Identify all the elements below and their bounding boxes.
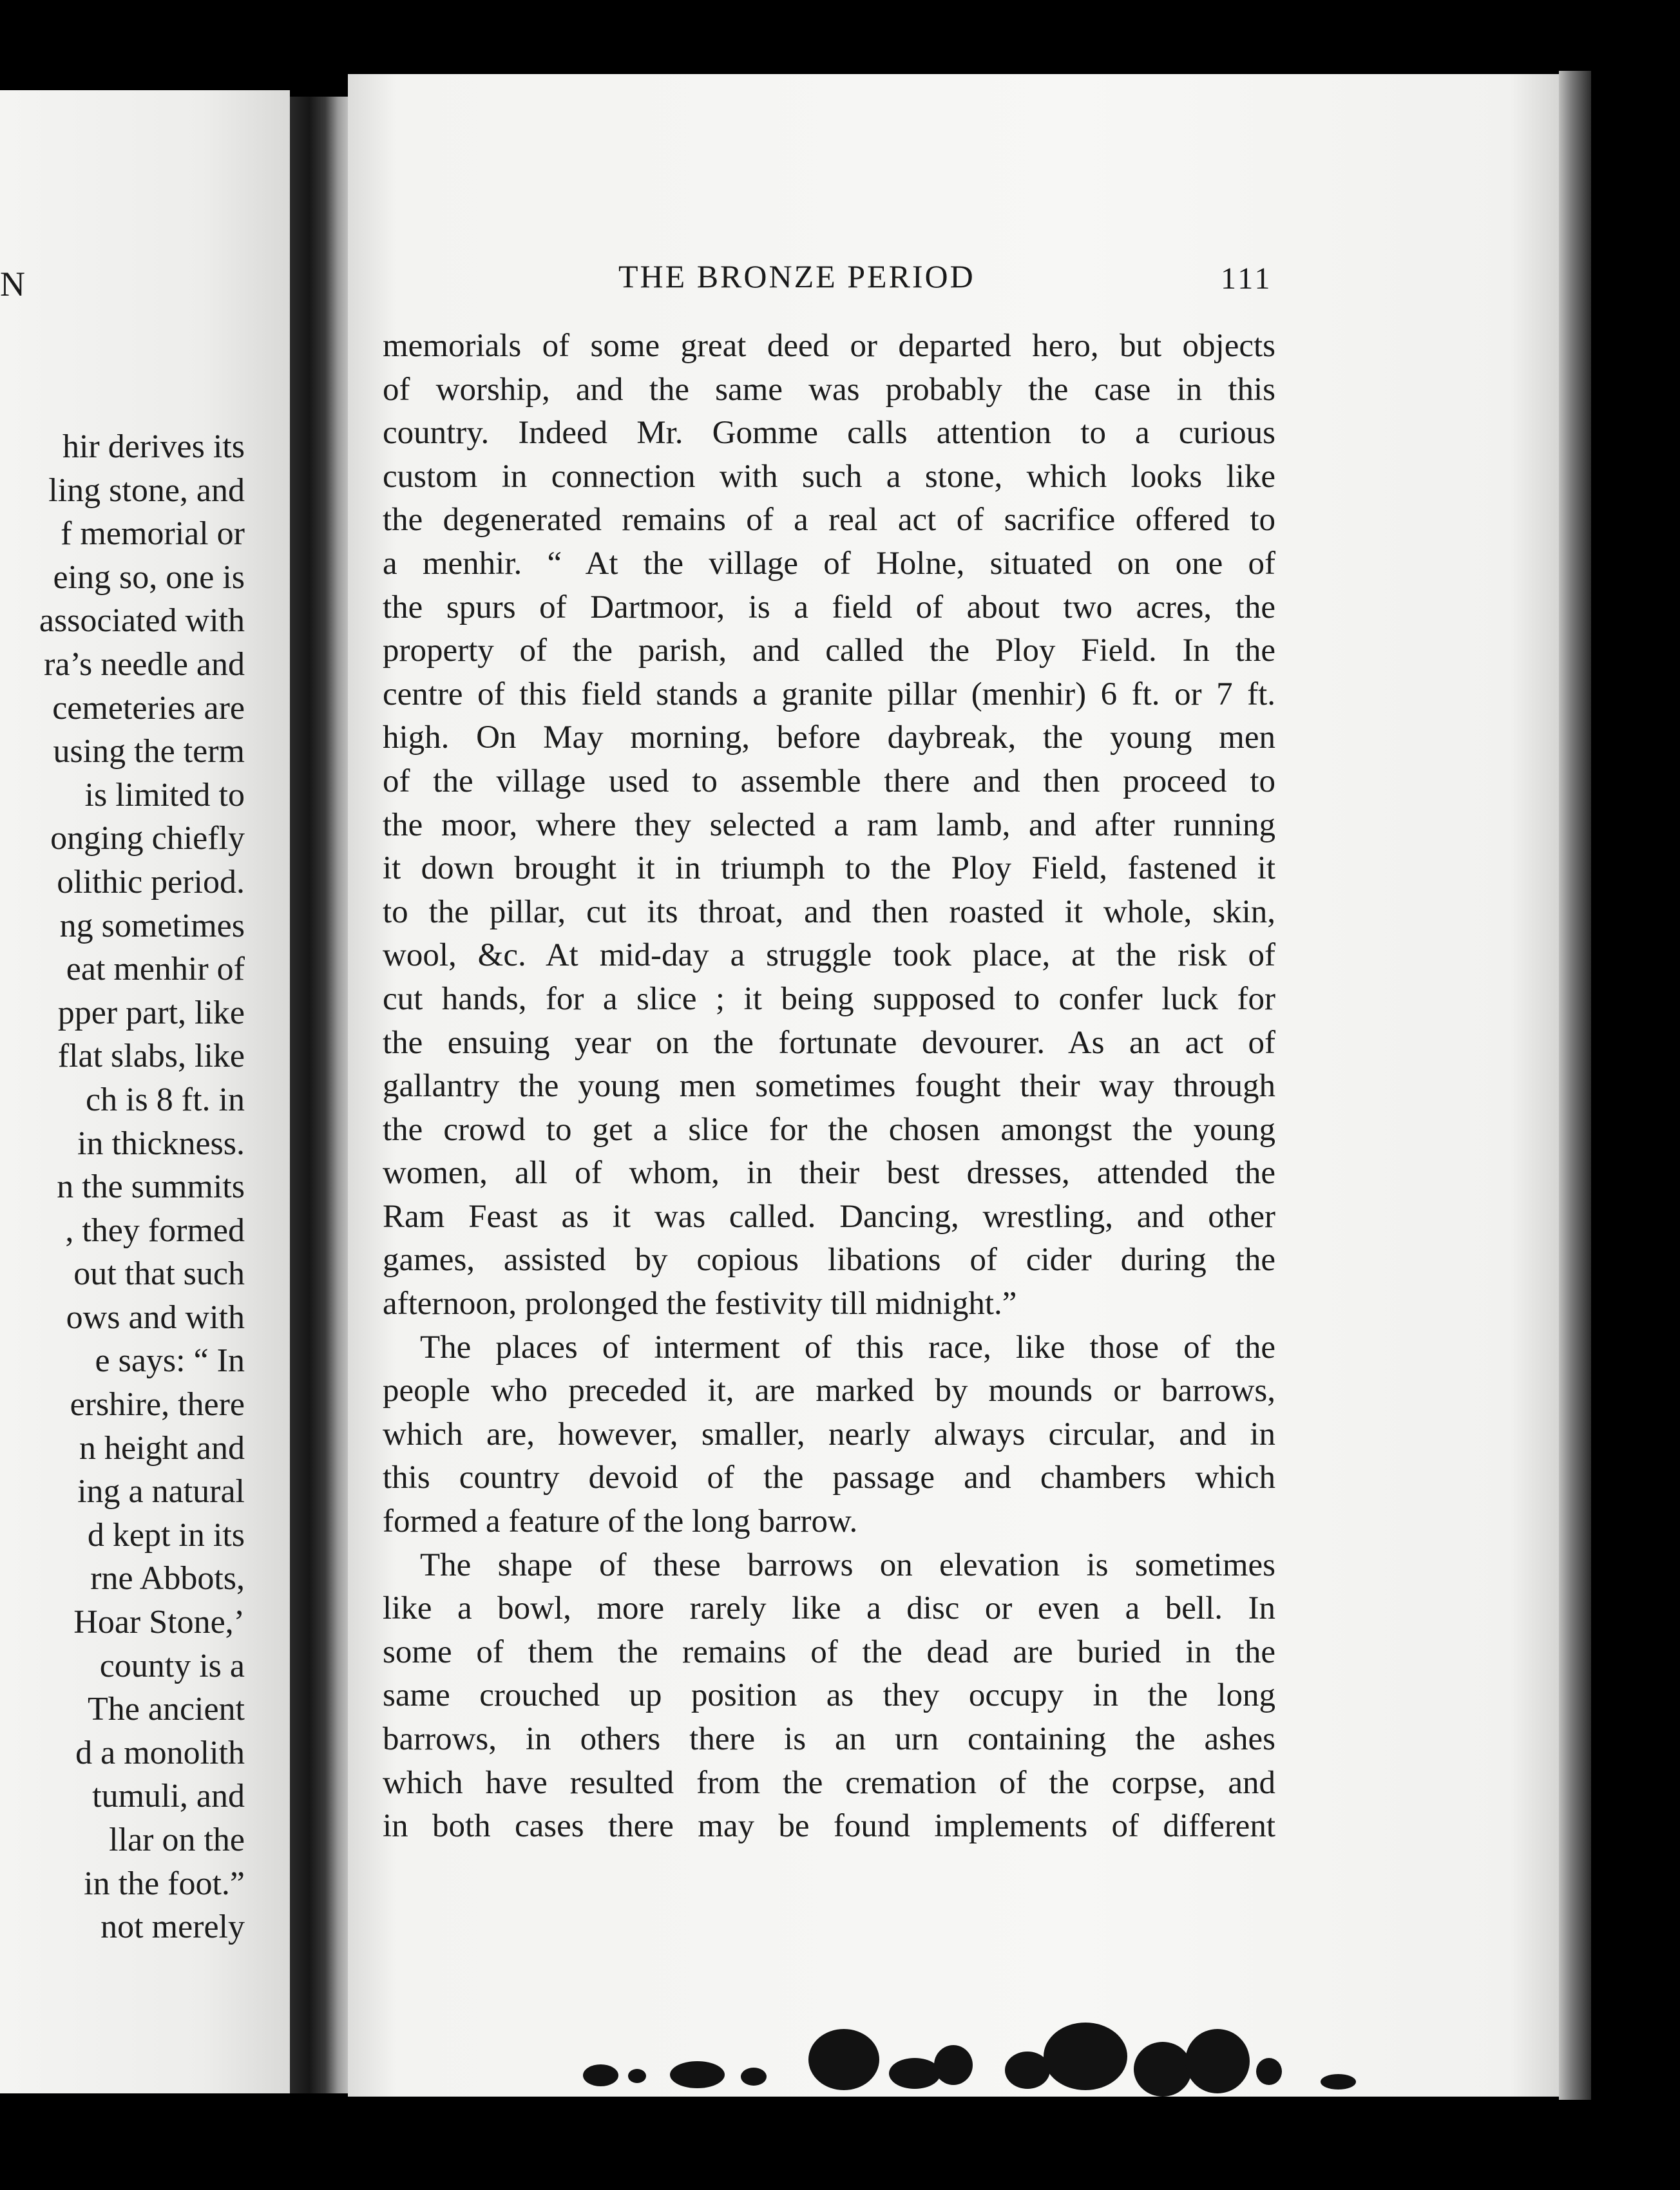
left-page-line: ing a natural bbox=[77, 1473, 245, 1510]
text-line: afternoon, prolonged the festivity till midnight.” bbox=[383, 1286, 1017, 1322]
text-line: the spurs of Dartmoor, is a field of about two acres, the bbox=[383, 589, 1275, 625]
text-line: of worship, and the same was probably the case in this bbox=[383, 371, 1275, 408]
left-page-line: n height and bbox=[79, 1429, 245, 1467]
text-line: Ram Feast as it was called. Dancing, wrestling, and other bbox=[383, 1198, 1275, 1235]
text-line: wool, &c. At mid-day a struggle took place, at the risk of bbox=[383, 937, 1275, 974]
text-line: memorials of some great deed or departed hero, but objects bbox=[383, 328, 1275, 364]
left-page-line: flat slabs, like bbox=[57, 1038, 245, 1075]
text-line: some of them the remains of the dead are buried in the bbox=[383, 1633, 1275, 1670]
ink-blot bbox=[1044, 2023, 1127, 2090]
left-page-line: tumuli, and bbox=[92, 1778, 245, 1815]
left-page-line: e says: “ In bbox=[95, 1342, 245, 1380]
text-line: The places of interment of this race, like those of the bbox=[420, 1329, 1275, 1366]
left-page-line: is limited to bbox=[84, 776, 245, 814]
left-page-line: f memorial or bbox=[61, 515, 245, 553]
text-line: barrows, in others there is an urn containing the ashes bbox=[383, 1721, 1275, 1757]
text-line: formed a feature of the long barrow. bbox=[383, 1503, 858, 1540]
left-page-line: d kept in its bbox=[87, 1516, 245, 1554]
text-line: games, assisted by copious libations of cider during the bbox=[383, 1242, 1275, 1279]
left-page-line: ch is 8 ft. in bbox=[86, 1081, 245, 1118]
page-number: 111 bbox=[1221, 262, 1273, 296]
left-page-line: d a monolith bbox=[75, 1734, 245, 1771]
left-page-line: associated with bbox=[39, 602, 245, 640]
left-page-line: eing so, one is bbox=[53, 558, 245, 596]
left-page-line: in the foot.” bbox=[84, 1865, 245, 1902]
text-line: which have resulted from the cremation of the corpse, and bbox=[383, 1764, 1275, 1801]
ink-blot bbox=[1321, 2074, 1356, 2090]
text-line: gallantry the young men sometimes fought their way through bbox=[383, 1068, 1275, 1105]
ink-blot bbox=[741, 2068, 767, 2086]
left-page-line: ra’s needle and bbox=[44, 645, 245, 683]
left-page-line: The ancient bbox=[88, 1691, 245, 1728]
running-head: THE BRONZE PERIOD bbox=[618, 258, 975, 294]
page-edge bbox=[1559, 71, 1591, 2100]
ink-blot bbox=[1185, 2029, 1250, 2093]
left-page-line: cemeteries are bbox=[52, 689, 245, 727]
left-page-line: rne Abbots, bbox=[90, 1560, 245, 1597]
left-page-line: onging chiefly bbox=[50, 820, 245, 857]
left-page-text bbox=[0, 425, 245, 1949]
text-line: in both cases there may be found implements of different bbox=[383, 1808, 1275, 1845]
text-line: high. On May morning, before daybreak, the young men bbox=[383, 719, 1275, 756]
ink-blot bbox=[808, 2029, 879, 2090]
ink-blot bbox=[628, 2069, 646, 2083]
left-page-line: in thickness. bbox=[77, 1125, 245, 1162]
left-page-line: out that such bbox=[73, 1255, 245, 1293]
text-line: cut hands, for a slice ; it being supposed to confer luck for bbox=[383, 980, 1275, 1017]
left-page-line: pper part, like bbox=[57, 994, 245, 1031]
left-page-line: Hoar Stone,’ bbox=[73, 1604, 245, 1641]
left-page bbox=[0, 90, 290, 2093]
ink-blot bbox=[934, 2045, 973, 2085]
book-gutter bbox=[290, 97, 354, 2093]
text-line: the degenerated remains of a real act of sacrifice offered to bbox=[383, 502, 1275, 538]
text-line: centre of this field stands a granite pillar (menhir) 6 ft. or 7 ft. bbox=[383, 676, 1275, 712]
left-page-line: county is a bbox=[99, 1647, 245, 1684]
left-page-line: hir derives its bbox=[62, 428, 245, 465]
left-page-line: llar on the bbox=[109, 1822, 245, 1858]
text-line: of the village used to assemble there and then proceed to bbox=[383, 763, 1275, 799]
left-page-line: using the term bbox=[53, 733, 245, 770]
ink-blot bbox=[1256, 2058, 1282, 2085]
left-page-line: ng sometimes bbox=[59, 907, 245, 944]
left-page-line: ows and with bbox=[66, 1299, 245, 1336]
text-line: the ensuing year on the fortunate devourer. As an act of bbox=[383, 1024, 1275, 1061]
text-line: the crowd to get a slice for the chosen amongst the young bbox=[383, 1111, 1275, 1148]
text-line: custom in connection with such a stone, which looks like bbox=[383, 458, 1275, 495]
text-line: which are, however, smaller, nearly always circular, and in bbox=[383, 1416, 1275, 1452]
left-page-line: eat menhir of bbox=[66, 951, 245, 988]
left-page-line: ershire, there bbox=[70, 1386, 245, 1424]
ink-blot bbox=[583, 2064, 618, 2086]
left-page-line: , they formed bbox=[65, 1212, 245, 1249]
left-page-line: ling stone, and bbox=[48, 471, 245, 509]
text-line: to the pillar, cut its throat, and then roasted it whole, skin, bbox=[383, 893, 1275, 930]
text-line: like a bowl, more rarely like a disc or even a bell. In bbox=[383, 1590, 1275, 1627]
left-page-line: not merely bbox=[100, 1909, 245, 1946]
body-text bbox=[383, 325, 1275, 1849]
text-line: same crouched up position as they occupy in the long bbox=[383, 1677, 1275, 1714]
left-page-line: n the summits bbox=[57, 1168, 245, 1206]
text-line: The shape of these barrows on elevation is sometimes bbox=[420, 1547, 1275, 1583]
text-line: people who preceded it, are marked by mounds or barrows, bbox=[383, 1373, 1275, 1409]
text-line: a menhir. “ At the village of Holne, situated on one of bbox=[383, 545, 1275, 582]
text-line: it down brought it in triumph to the Ploy Field, fastened it bbox=[383, 850, 1275, 887]
text-line: this country devoid of the passage and chambers which bbox=[383, 1460, 1275, 1496]
ink-blot bbox=[889, 2058, 940, 2089]
ink-blot bbox=[670, 2061, 725, 2088]
text-line: women, all of whom, in their best dresses, attended the bbox=[383, 1155, 1275, 1192]
left-page-running-head: N bbox=[0, 265, 28, 303]
text-line: country. Indeed Mr. Gomme calls attention to a curious bbox=[383, 415, 1275, 452]
text-line: the moor, where they selected a ram lamb, and after running bbox=[383, 806, 1275, 843]
text-line: property of the parish, and called the Ploy Field. In the bbox=[383, 633, 1275, 669]
ink-blot bbox=[1134, 2042, 1192, 2097]
left-page-line: olithic period. bbox=[57, 863, 245, 900]
